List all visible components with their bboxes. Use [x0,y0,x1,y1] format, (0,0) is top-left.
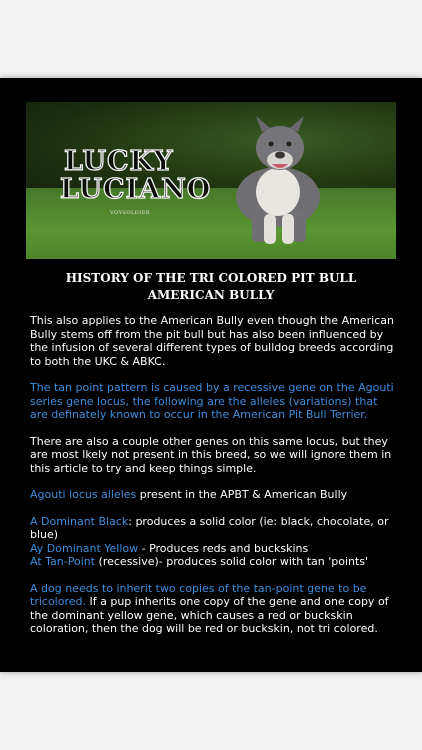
hero-image [26,102,396,259]
paragraph-intro: This also applies to the American Bully even though the American Bully stems off from the pit bull but has also been influenced by the infusion of several different types of bulldog breeds according to both the UKC & ABKC. [30,314,394,368]
allele-name: A Dominant Black [30,514,129,528]
allele-list [30,515,394,569]
article-page [0,78,422,672]
article-body [30,314,394,649]
allele-desc: : produces a solid color (ie: black, chocolate, or blue) [30,514,389,541]
title-line-1: HISTORY OF THE TRI COLORED PIT BULL [65,271,357,285]
allele-item [30,515,394,542]
inheritance-rest: If a pup inherits one copy of the gene and one copy of the dominant yellow gene, which causes a red or buckskin coloration, then the dog will be red or buckskin, not tri colored. [30,595,389,635]
agouti-rest: present in the APBT & American Bully [136,488,348,501]
logo-line-1: LUCKY [64,146,174,177]
title-line-2: AMERICAN BULLY [147,288,275,302]
paragraph-other-genes: There are also a couple other genes on this same locus, but they are most lkely not present in this breed, so we will ignore them in this article to try and keep things simple. [30,434,392,475]
article-title [30,270,392,304]
allele-item [30,542,394,556]
logo-line-2: LUCIANO [60,174,212,205]
allele-item [30,555,394,569]
dog-illustration [206,102,346,252]
agouti-highlight: Agouti locus alleles [30,488,137,501]
allele-name: Ay Dominant Yellow [30,541,139,555]
paragraph-inheritance [30,582,394,636]
allele-desc: (recessive)- produces solid color with tan 'points' [95,555,369,568]
inheritance-highlight: A dog needs to inherit two copies of the tan-point gene to be tricolored. [30,581,367,608]
allele-name: At Tan-Point [30,555,96,568]
paragraph-agouti [30,488,394,502]
paragraph-tan-point: The tan point pattern is caused by a recessive gene on the Agouti series gene locus, the following are the alleles (variations) that are definately known to occur in the American Pit Bull Terrier. [30,381,394,421]
logo-subtext: VOYSOLDIER [110,210,151,216]
allele-desc: - Produces reds and buckskins [138,541,309,555]
